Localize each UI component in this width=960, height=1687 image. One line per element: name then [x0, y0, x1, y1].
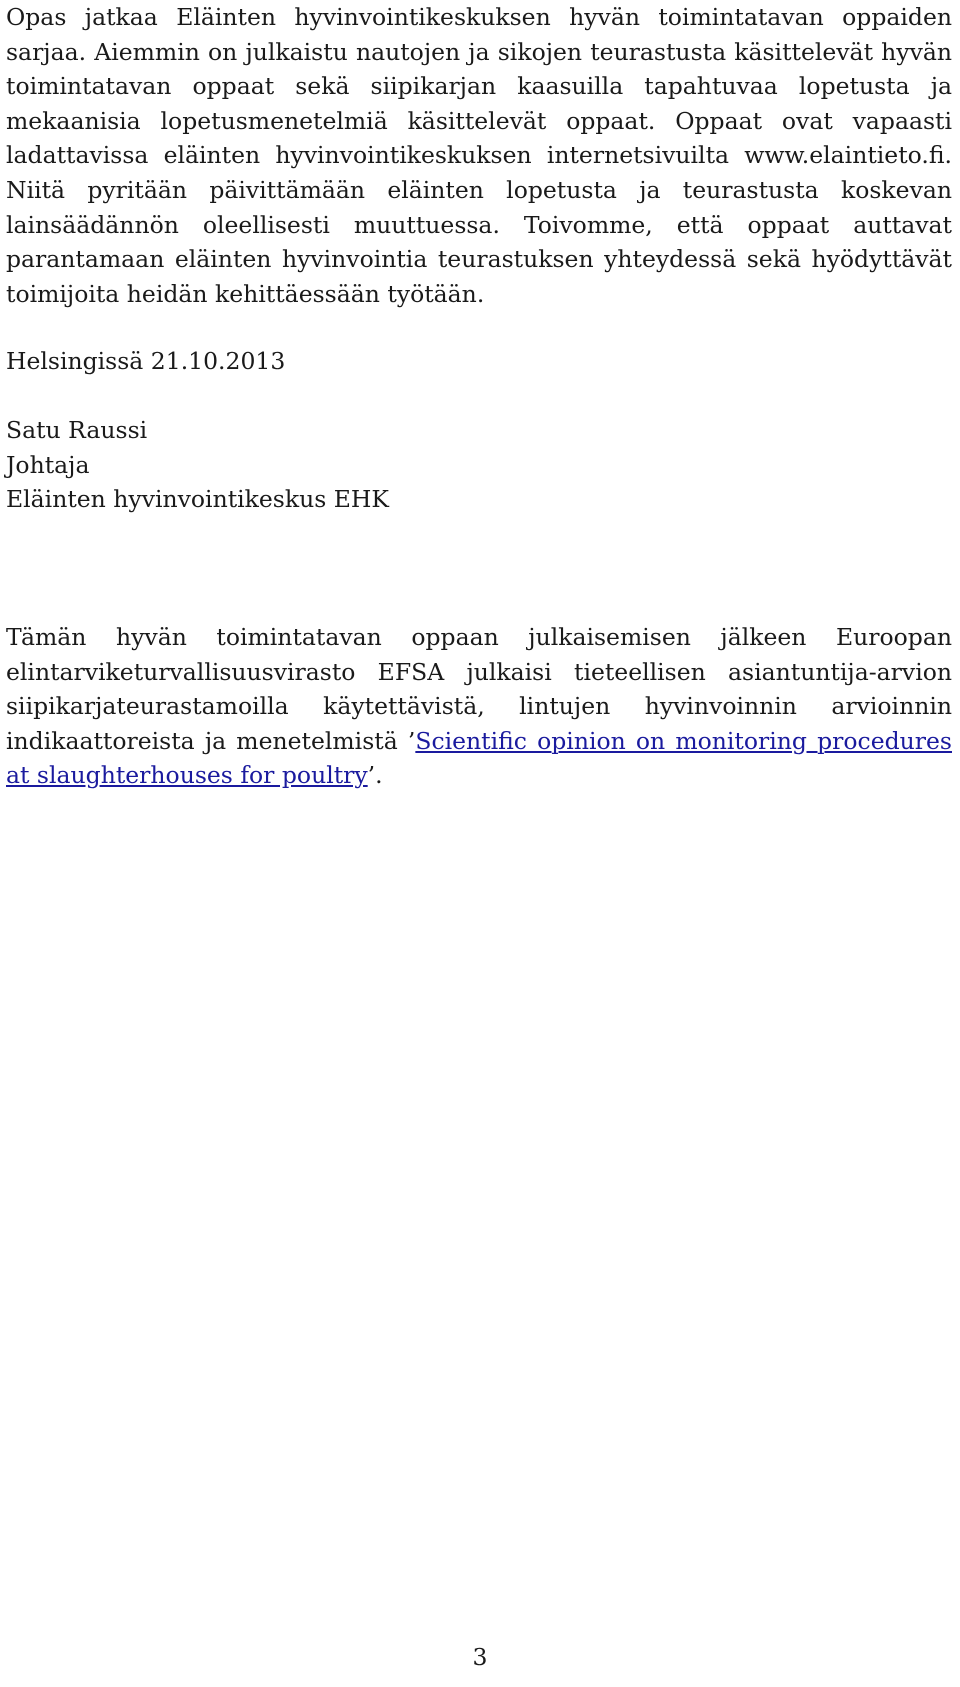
- signature-block: [6, 413, 389, 517]
- page-number: 3: [472, 1643, 488, 1671]
- signatory-role: Johtaja: [6, 450, 90, 479]
- date-line: Helsingissä 21.10.2013: [6, 347, 286, 375]
- efsa-paragraph-end: ’.: [367, 761, 383, 790]
- efsa-opinion-link[interactable]: Scientific opinion on monitoring procedures at slaughterhouses for poultry: [6, 726, 952, 790]
- efsa-paragraph: [6, 620, 952, 793]
- signatory-name: Satu Raussi: [6, 416, 148, 444]
- intro-paragraph: Opas jatkaa Eläinten hyvinvointikeskuksen hyvän toimintatavan oppaiden sarjaa. Aiemmin on julkaistu nautojen ja sikojen teurastusta käsittelevät hyvän toimintatavan oppaat sekä siipikarjan kaasuilla tapahtuvaa lopetusta ja mekaanisia lopetusmenetelmiä käsittelevät oppaat. Oppaat ovat vapaasti ladattavissa eläinten hyvinvointikeskuksen internetsivuilta www.elaintieto.fi. Niitä pyritään päivittämään eläinten lopetusta ja teurastusta koskevan lainsäädännön oleellisesti muuttuessa. Toivomme, että oppaat auttavat parantamaan eläinten hyvinvointia teurastuksen yhteydessä sekä hyödyttävät toimijoita heidän kehittäessään työtään.: [6, 3, 952, 308]
- signatory-organization: Eläinten hyvinvointikeskus EHK: [6, 485, 389, 514]
- efsa-paragraph-text: Tämän hyvän toimintatavan oppaan julkaisemisen jälkeen Euroopan elintarviketurvallisuusvirasto EFSA julkaisi tieteellisen asiantuntija-arvion siipikarjateurastamoilla käytettävistä, lintujen hyvinvoinnin arvioinnin indikaattoreista ja menetelmistä ’: [6, 623, 952, 755]
